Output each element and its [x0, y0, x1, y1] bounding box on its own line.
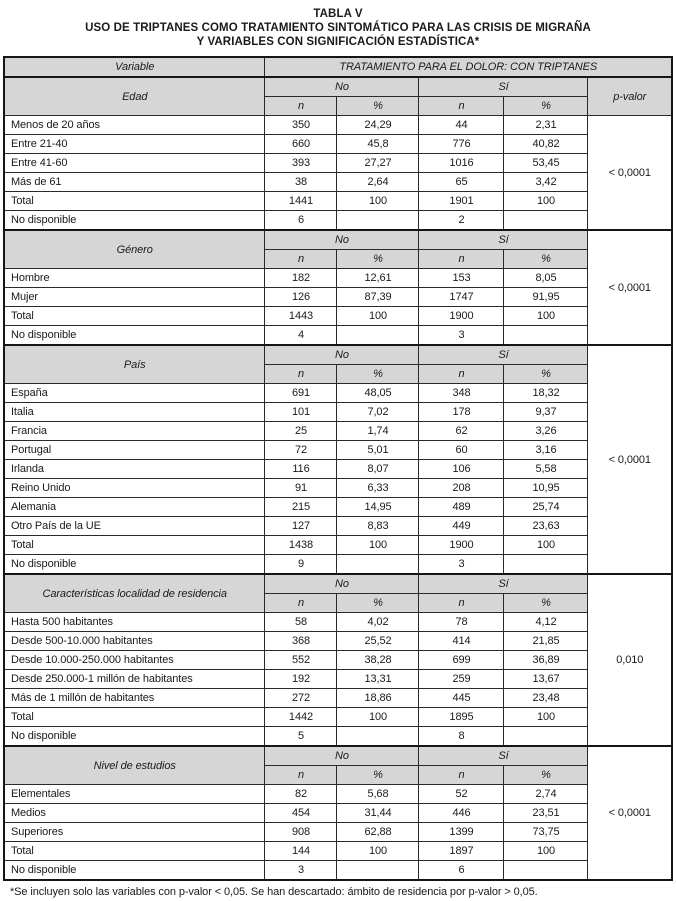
no-pct-cell: 5,01 — [337, 441, 419, 460]
row-label: Medios — [4, 804, 265, 823]
si-n-cell: 1747 — [419, 288, 504, 307]
n-subheader: n — [419, 97, 504, 116]
data-row — [4, 326, 672, 346]
si-n-cell: 776 — [419, 135, 504, 154]
data-row — [4, 708, 672, 727]
data-row — [4, 842, 672, 861]
data-row — [4, 861, 672, 881]
no-group-header: No — [265, 77, 419, 97]
table-title-line2: USO DE TRIPTANES COMO TRATAMIENTO SINTOMÁTICO PARA LAS CRISIS DE MIGRAÑA — [85, 22, 591, 34]
n-subheader: n — [265, 594, 337, 613]
si-n-cell: 445 — [419, 689, 504, 708]
row-label: Reino Unido — [4, 479, 265, 498]
section-header-row — [4, 574, 672, 594]
no-pct-cell: 4,02 — [337, 613, 419, 632]
row-label: Más de 1 millón de habitantes — [4, 689, 265, 708]
row-label: Más de 61 — [4, 173, 265, 192]
data-row — [4, 804, 672, 823]
row-label: Desde 10.000-250.000 habitantes — [4, 651, 265, 670]
si-pct-cell: 2,74 — [504, 785, 588, 804]
data-row — [4, 384, 672, 403]
section-header-row — [4, 230, 672, 250]
si-n-cell: 8 — [419, 727, 504, 747]
si-pct-cell: 9,37 — [504, 403, 588, 422]
si-n-cell: 208 — [419, 479, 504, 498]
no-n-cell: 192 — [265, 670, 337, 689]
si-pct-cell — [504, 861, 588, 881]
si-group-header: Sí — [419, 574, 588, 594]
row-label: Total — [4, 536, 265, 555]
no-pct-cell: 13,31 — [337, 670, 419, 689]
si-pct-cell: 100 — [504, 192, 588, 211]
row-label: Alemania — [4, 498, 265, 517]
percent-subheader: % — [337, 594, 419, 613]
row-label: Total — [4, 192, 265, 211]
si-pct-cell: 53,45 — [504, 154, 588, 173]
no-n-cell: 127 — [265, 517, 337, 536]
row-label: Otro País de la UE — [4, 517, 265, 536]
row-label: No disponible — [4, 861, 265, 881]
no-group-header: No — [265, 574, 419, 594]
si-n-cell: 1900 — [419, 307, 504, 326]
no-n-cell: 1442 — [265, 708, 337, 727]
data-row — [4, 269, 672, 288]
row-label: No disponible — [4, 555, 265, 575]
data-row — [4, 536, 672, 555]
n-subheader: n — [265, 250, 337, 269]
percent-subheader: % — [504, 594, 588, 613]
si-pct-cell: 23,63 — [504, 517, 588, 536]
si-pct-cell: 18,32 — [504, 384, 588, 403]
si-n-cell: 1016 — [419, 154, 504, 173]
p-value-cell: < 0,0001 — [588, 230, 672, 345]
no-n-cell: 393 — [265, 154, 337, 173]
no-pct-cell: 87,39 — [337, 288, 419, 307]
n-subheader: n — [265, 365, 337, 384]
triptanes-statistics-table — [3, 56, 673, 881]
si-pct-cell: 91,95 — [504, 288, 588, 307]
si-group-header: Sí — [419, 77, 588, 97]
no-pct-cell — [337, 727, 419, 747]
si-pct-cell: 100 — [504, 842, 588, 861]
row-label: Desde 250.000-1 millón de habitantes — [4, 670, 265, 689]
si-pct-cell — [504, 326, 588, 346]
si-pct-cell: 10,95 — [504, 479, 588, 498]
data-row — [4, 116, 672, 135]
no-pct-cell: 1,74 — [337, 422, 419, 441]
no-n-cell: 6 — [265, 211, 337, 231]
data-row — [4, 422, 672, 441]
si-n-cell: 178 — [419, 403, 504, 422]
no-n-cell: 1441 — [265, 192, 337, 211]
no-pct-cell: 100 — [337, 192, 419, 211]
si-pct-cell: 73,75 — [504, 823, 588, 842]
si-pct-cell: 100 — [504, 708, 588, 727]
p-value-cell: 0,010 — [588, 574, 672, 746]
no-pct-cell: 48,05 — [337, 384, 419, 403]
row-label: Mujer — [4, 288, 265, 307]
row-label: Total — [4, 708, 265, 727]
data-row — [4, 689, 672, 708]
data-row — [4, 670, 672, 689]
section-name: Género — [4, 230, 265, 269]
si-pct-cell — [504, 211, 588, 231]
data-row — [4, 211, 672, 231]
si-pct-cell: 3,16 — [504, 441, 588, 460]
data-row — [4, 441, 672, 460]
si-pct-cell — [504, 555, 588, 575]
no-group-header: No — [265, 345, 419, 365]
data-row — [4, 555, 672, 575]
data-row — [4, 288, 672, 307]
table-title-number: TABLA V — [313, 8, 363, 20]
treatment-column-header: TRATAMIENTO PARA EL DOLOR: CON TRIPTANES — [265, 57, 672, 77]
data-row — [4, 154, 672, 173]
si-pct-cell: 25,74 — [504, 498, 588, 517]
data-row — [4, 135, 672, 154]
row-label: No disponible — [4, 727, 265, 747]
no-pct-cell: 100 — [337, 708, 419, 727]
no-n-cell: 116 — [265, 460, 337, 479]
no-n-cell: 1438 — [265, 536, 337, 555]
row-label: Italia — [4, 403, 265, 422]
no-n-cell: 72 — [265, 441, 337, 460]
percent-subheader: % — [337, 365, 419, 384]
data-row — [4, 727, 672, 747]
no-pct-cell: 38,28 — [337, 651, 419, 670]
si-n-cell: 78 — [419, 613, 504, 632]
data-row — [4, 651, 672, 670]
si-n-cell: 259 — [419, 670, 504, 689]
si-pct-cell: 21,85 — [504, 632, 588, 651]
si-n-cell: 1900 — [419, 536, 504, 555]
data-row — [4, 479, 672, 498]
section-header-row — [4, 345, 672, 365]
no-pct-cell: 7,02 — [337, 403, 419, 422]
no-pct-cell: 100 — [337, 842, 419, 861]
si-n-cell: 1399 — [419, 823, 504, 842]
si-n-cell: 449 — [419, 517, 504, 536]
no-pct-cell: 31,44 — [337, 804, 419, 823]
si-n-cell: 414 — [419, 632, 504, 651]
no-pct-cell: 100 — [337, 307, 419, 326]
section-name: Nivel de estudios — [4, 746, 265, 785]
si-n-cell: 1895 — [419, 708, 504, 727]
si-n-cell: 489 — [419, 498, 504, 517]
si-pct-cell: 100 — [504, 307, 588, 326]
no-pct-cell: 2,64 — [337, 173, 419, 192]
table-title-line3: Y VARIABLES CON SIGNIFICACIÓN ESTADÍSTICA* — [196, 36, 480, 48]
no-pct-cell: 62,88 — [337, 823, 419, 842]
no-pct-cell: 25,52 — [337, 632, 419, 651]
row-label: Francia — [4, 422, 265, 441]
si-n-cell: 446 — [419, 804, 504, 823]
no-n-cell: 660 — [265, 135, 337, 154]
data-row — [4, 613, 672, 632]
si-pct-cell: 2,31 — [504, 116, 588, 135]
si-pct-cell: 8,05 — [504, 269, 588, 288]
no-pct-cell: 27,27 — [337, 154, 419, 173]
no-n-cell: 3 — [265, 861, 337, 881]
variable-column-header: Variable — [4, 57, 265, 77]
row-label: Desde 500-10.000 habitantes — [4, 632, 265, 651]
data-row — [4, 632, 672, 651]
row-label: Elementales — [4, 785, 265, 804]
section-name: Edad — [4, 77, 265, 116]
no-pct-cell: 45,8 — [337, 135, 419, 154]
no-n-cell: 38 — [265, 173, 337, 192]
si-n-cell: 699 — [419, 651, 504, 670]
percent-subheader: % — [504, 766, 588, 785]
percent-subheader: % — [337, 97, 419, 116]
no-pct-cell: 24,29 — [337, 116, 419, 135]
percent-subheader: % — [504, 365, 588, 384]
row-label: Total — [4, 842, 265, 861]
no-n-cell: 91 — [265, 479, 337, 498]
data-row — [4, 785, 672, 804]
no-pct-cell: 100 — [337, 536, 419, 555]
no-pct-cell — [337, 326, 419, 346]
si-pct-cell: 4,12 — [504, 613, 588, 632]
si-n-cell: 6 — [419, 861, 504, 881]
data-row — [4, 823, 672, 842]
data-row — [4, 517, 672, 536]
si-n-cell: 1897 — [419, 842, 504, 861]
si-group-header: Sí — [419, 230, 588, 250]
si-pct-cell — [504, 727, 588, 747]
si-n-cell: 106 — [419, 460, 504, 479]
si-n-cell: 348 — [419, 384, 504, 403]
no-n-cell: 552 — [265, 651, 337, 670]
no-pct-cell: 14,95 — [337, 498, 419, 517]
si-pct-cell: 13,67 — [504, 670, 588, 689]
si-group-header: Sí — [419, 345, 588, 365]
row-label: No disponible — [4, 326, 265, 346]
no-n-cell: 5 — [265, 727, 337, 747]
row-label: Hombre — [4, 269, 265, 288]
si-n-cell: 153 — [419, 269, 504, 288]
no-pct-cell: 18,86 — [337, 689, 419, 708]
si-pct-cell: 100 — [504, 536, 588, 555]
no-group-header: No — [265, 746, 419, 766]
data-row — [4, 403, 672, 422]
percent-subheader: % — [337, 766, 419, 785]
no-n-cell: 368 — [265, 632, 337, 651]
data-row — [4, 460, 672, 479]
si-n-cell: 3 — [419, 326, 504, 346]
no-pct-cell: 6,33 — [337, 479, 419, 498]
pvalor-column-header: p-valor — [588, 77, 672, 116]
no-n-cell: 25 — [265, 422, 337, 441]
row-label: Hasta 500 habitantes — [4, 613, 265, 632]
no-pct-cell: 5,68 — [337, 785, 419, 804]
si-pct-cell: 23,51 — [504, 804, 588, 823]
no-n-cell: 1443 — [265, 307, 337, 326]
si-pct-cell: 3,26 — [504, 422, 588, 441]
no-pct-cell — [337, 211, 419, 231]
no-n-cell: 350 — [265, 116, 337, 135]
n-subheader: n — [419, 250, 504, 269]
si-pct-cell: 3,42 — [504, 173, 588, 192]
data-row — [4, 173, 672, 192]
table-footnote: *Se incluyen solo las variables con p-valor < 0,05. Se han descartado: ámbito de residencia por p-valor > 0,05. — [10, 886, 538, 898]
no-pct-cell — [337, 861, 419, 881]
no-n-cell: 101 — [265, 403, 337, 422]
no-pct-cell: 8,83 — [337, 517, 419, 536]
main-header-row — [4, 57, 672, 77]
si-pct-cell: 23,48 — [504, 689, 588, 708]
no-pct-cell: 12,61 — [337, 269, 419, 288]
section-name: País — [4, 345, 265, 384]
si-n-cell: 44 — [419, 116, 504, 135]
data-row — [4, 192, 672, 211]
no-n-cell: 4 — [265, 326, 337, 346]
no-n-cell: 144 — [265, 842, 337, 861]
si-n-cell: 1901 — [419, 192, 504, 211]
p-value-cell: < 0,0001 — [588, 345, 672, 574]
section-header-row — [4, 77, 672, 97]
section-header-row — [4, 746, 672, 766]
n-subheader: n — [419, 365, 504, 384]
row-label: Entre 41-60 — [4, 154, 265, 173]
si-n-cell: 2 — [419, 211, 504, 231]
si-n-cell: 3 — [419, 555, 504, 575]
p-value-cell: < 0,0001 — [588, 116, 672, 231]
percent-subheader: % — [504, 250, 588, 269]
no-n-cell: 9 — [265, 555, 337, 575]
no-n-cell: 82 — [265, 785, 337, 804]
si-n-cell: 62 — [419, 422, 504, 441]
n-subheader: n — [419, 766, 504, 785]
si-pct-cell: 40,82 — [504, 135, 588, 154]
row-label: Menos de 20 años — [4, 116, 265, 135]
percent-subheader: % — [504, 97, 588, 116]
n-subheader: n — [265, 766, 337, 785]
n-subheader: n — [265, 97, 337, 116]
row-label: Total — [4, 307, 265, 326]
no-n-cell: 908 — [265, 823, 337, 842]
section-name: Características localidad de residencia — [4, 574, 265, 613]
no-n-cell: 454 — [265, 804, 337, 823]
si-pct-cell: 5,58 — [504, 460, 588, 479]
row-label: Irlanda — [4, 460, 265, 479]
percent-subheader: % — [337, 250, 419, 269]
no-n-cell: 58 — [265, 613, 337, 632]
no-n-cell: 691 — [265, 384, 337, 403]
si-n-cell: 60 — [419, 441, 504, 460]
n-subheader: n — [419, 594, 504, 613]
row-label: España — [4, 384, 265, 403]
no-pct-cell: 8,07 — [337, 460, 419, 479]
si-n-cell: 52 — [419, 785, 504, 804]
row-label: Superiores — [4, 823, 265, 842]
no-group-header: No — [265, 230, 419, 250]
no-n-cell: 182 — [265, 269, 337, 288]
no-n-cell: 126 — [265, 288, 337, 307]
row-label: Entre 21-40 — [4, 135, 265, 154]
table-title-block — [0, 0, 676, 49]
si-group-header: Sí — [419, 746, 588, 766]
si-n-cell: 65 — [419, 173, 504, 192]
data-row — [4, 307, 672, 326]
si-pct-cell: 36,89 — [504, 651, 588, 670]
p-value-cell: < 0,0001 — [588, 746, 672, 880]
row-label: No disponible — [4, 211, 265, 231]
table-body — [4, 57, 672, 880]
data-row — [4, 498, 672, 517]
no-pct-cell — [337, 555, 419, 575]
no-n-cell: 215 — [265, 498, 337, 517]
row-label: Portugal — [4, 441, 265, 460]
no-n-cell: 272 — [265, 689, 337, 708]
